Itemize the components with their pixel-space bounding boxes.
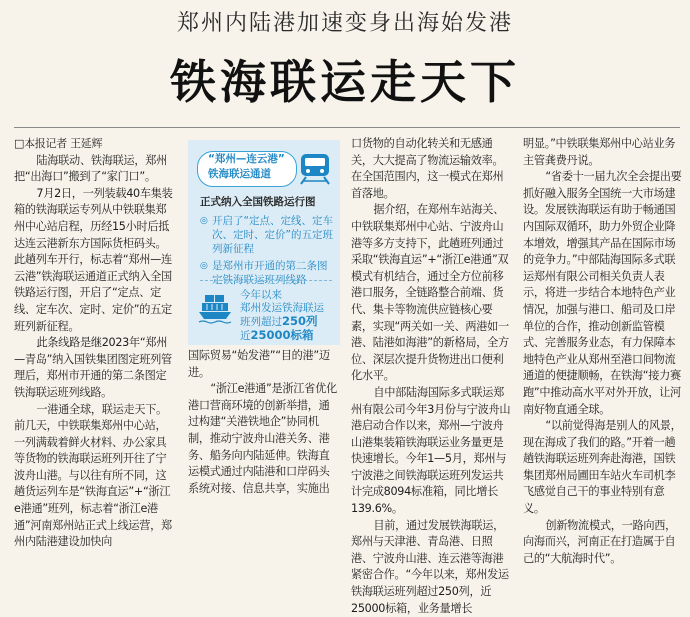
stats-line: 郑州发运铁海联运	[240, 302, 324, 314]
paragraph: 据介绍，在郑州车站海关、中铁联集郑州中心站、宁波舟山港等多方支持下，此趟班列通过采取“铁海直运”+“浙江e港通”双模式有机结合，通过全方位前移港口服务，全链路整合前端、货代、集卡等物流供应链核心要素，实现“两关如一关、两港如一港、陆港如海港”的新格局，全方位、深层次提升货物进出口便利化水平。	[351, 203, 509, 383]
byline: □本报记者 王延辉	[14, 137, 103, 150]
stats-prefix: 近	[240, 330, 251, 342]
stats-line	[240, 329, 336, 343]
stats-trains-value: 250列	[282, 314, 318, 328]
container-ship-icon	[198, 290, 232, 324]
paragraph: “以前觉得海是别人的风景，现在海成了我们的路。”开着一趟趟铁海联运班列奔赴海港，国铁集团郑州局圃田车站火车司机李飞感觉自己干的事业特别有意义。	[523, 419, 682, 516]
run-graph-title: 正式纳入全国铁路运行图	[200, 196, 316, 208]
paragraph: 自中部陆海国际多式联运郑州有限公司今年3月份与宁波舟山港启动合作以来，郑州—宁波舟山港集装箱铁海联运业务量更是快速增长。今年1—5月，郑州与宁波港之间铁海联运班列发运共计完成8094标准箱，同比增长139.6%。	[351, 385, 511, 516]
stats-teu-value: 25000标箱	[250, 328, 314, 342]
stats-line: 今年以来	[240, 289, 282, 301]
paragraph: 口货物的自动化转关和无感通关，大大提高了物流运输效率。在全国范围内，这一模式在郑州首落地。	[351, 137, 504, 200]
article-column-4	[523, 136, 683, 565]
article-kicker: 郑州内陆港加速变身出海始发港	[176, 11, 513, 36]
article-column-2	[188, 348, 340, 495]
paragraph: 国际贸易“始发港”“目的港”迈进。	[188, 349, 330, 379]
article-column-3	[351, 136, 511, 615]
article-column-1	[14, 136, 176, 549]
paragraph: 一港通全球，联运走天下。前几天，中铁联集郑州中心站，一列满载着鲜火材料、办公家具等货物的铁海联运班列开往了宁波舟山港。与以往有所不同，这趟货运列车是“铁海直运”+“浙江e港通”班列，标志着“浙江e港通”河南郑州站正式上线运营，郑州内陆港建设加快向	[14, 402, 172, 549]
paragraph: “省委十一届九次全会提出要抓好融入服务全国统一大市场建设。发展铁海联运有助于畅通国内国际双循环，助力外贸企业降本增效，增强其产品在国际市场的竞争力。”中部陆海国际多式联运郑州有限公司相关负责人表示，将进一步结合本地特色产业情况，加强与港口、船司及口岸单位的合作，推动创新监管模式、完善服务业态，有力保障本地特色产业从郑州至港口间物流通道的便捷顺畅，在铁海“接力赛跑”中推动高水平对外开放，让河南好物直通全球。	[523, 170, 682, 416]
route-tag-line-2: 铁海联运通道	[208, 168, 271, 180]
infobox-divider	[200, 280, 332, 281]
route-tag	[197, 151, 297, 187]
stats-block	[240, 289, 336, 343]
paragraph: 7月2日，一列装载40车集装箱的铁海联运专列从中铁联集郑州中心站启程，历经15小时后抵达连云港新东方国际货柜码头。此趟列车开行，标志着“郑州—连云港”铁海联运通道正式纳入全国铁路运行图，开启了“定点、定线、定车次、定时、定价”的五定班列新征程。	[14, 186, 173, 333]
paragraph: “浙江e港通”是浙江省优化港口营商环境的创新举措，通过构建“关港铁地企”协同机制，推动宁波舟山港关务、港务、船务向内陆延伸。铁海直运模式通过内陆港和口岸码头系统对接、信息共享，实施出	[188, 382, 337, 495]
infobox-item: ◎ 开启了“定点、定线、定车次、定时、定价”的五定班列新征程	[200, 214, 334, 256]
infobox-items	[200, 214, 334, 290]
route-tag-line-1: “郑州—连云港”	[208, 153, 285, 165]
article-headline: 铁海联运走天下	[170, 55, 520, 109]
paragraph: 此条线路是继2023年“郑州—青岛”纳入国铁集团图定班列管理后，郑州市开通的第二条图定铁海联运班列线路。	[14, 336, 172, 399]
train-icon	[298, 150, 332, 186]
stats-prefix: 班列超过	[240, 316, 282, 328]
paragraph: 明显。”中铁联集郑州中心站业务主管龚费丹说。	[523, 137, 676, 167]
infobox-item: ◎ 是郑州市开通的第二条图定铁海联运班列线路	[200, 259, 334, 287]
header-rule	[14, 127, 680, 128]
infobox	[188, 140, 340, 345]
paragraph: 创新物流模式，一路向西，向海而兴，河南正在打造属于自己的“大航海时代”。	[523, 518, 677, 565]
paragraph: 目前，通过发展铁海联运，郑州与天津港、青岛港、日照港、宁波舟山港、连云港等海港紧密合作。“今年以来，郑州发运铁海联运班列超过250列，近25000标箱，业务量增长	[351, 518, 509, 615]
paragraph: 陆海联动、铁海联运，郑州把“出海口”搬到了“家门口”。	[14, 153, 168, 184]
stats-line	[240, 315, 336, 329]
